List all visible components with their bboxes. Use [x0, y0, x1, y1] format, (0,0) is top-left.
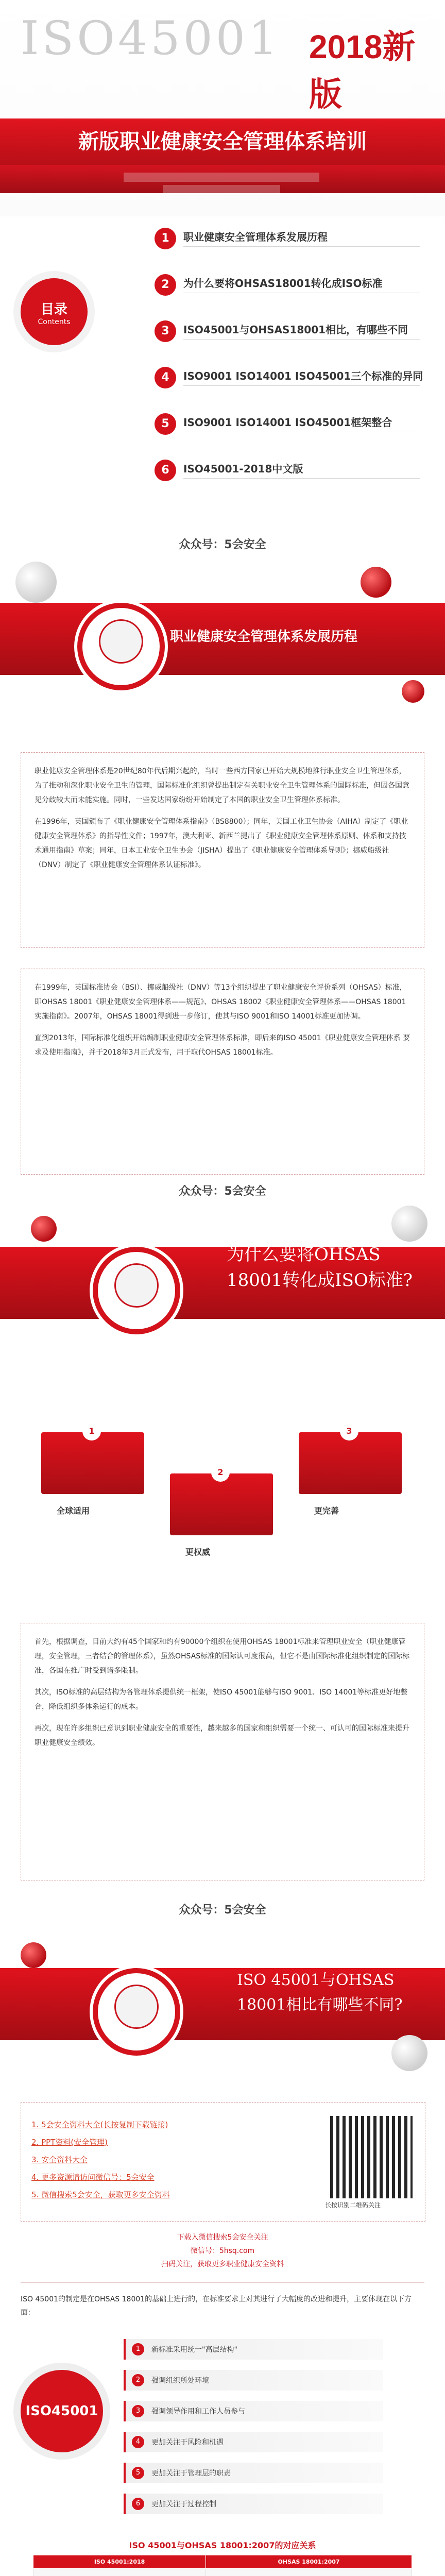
promo-note: 扫码关注，获取更多职业健康安全资料 — [161, 2260, 284, 2268]
reason-card — [170, 1467, 273, 1535]
section-emblem — [77, 1953, 180, 2056]
toc-item-number: 3 — [155, 320, 176, 342]
diff-label: 更加关注于风险和机遇 — [151, 2438, 224, 2447]
reason-number: 1 — [82, 1422, 101, 1440]
paragraph: 在1996年，英国颁布了《职业健康安全管理体系指南》（BS8800）；同年，美国工业卫生协会（AIHA）制定了《职业健康安全管理体系》的指导性文件；1997年，澳大利亚、新西兰提出了《职业健康安全管理体系原则、体系和支持技术通用指南》草案；同年，日本工业安全卫生协会（JISHA）提出了《职业健康安全管理体系导则》；挪威船级社（DNV）制定了《职业健康安全管理体系认证标准》。 — [35, 818, 408, 869]
column-header: OHSAS 18001:2007 — [206, 2555, 412, 2569]
toc-item-number: 1 — [155, 228, 176, 249]
resource-link-label: 5. 微信搜索5会安全，获取更多安全资料 — [31, 2190, 170, 2199]
diff-label: 新标准采用统一"高层结构" — [151, 2346, 237, 2354]
toc-label: 目录 — [40, 302, 67, 317]
toc-item-label: ISO9001 ISO14001 ISO45001三个标准的异同 — [183, 370, 423, 382]
section2-text — [21, 1623, 424, 1880]
toc-item-label: ISO9001 ISO14001 ISO45001框架整合 — [183, 416, 392, 429]
table-row — [33, 2569, 412, 2576]
section2-banner — [0, 1206, 445, 1360]
decor-ball — [402, 680, 424, 703]
section-title — [237, 1968, 403, 2018]
header-big-text: ISO45001 — [21, 11, 281, 65]
reason-number: 2 — [211, 1463, 230, 1482]
account-line: 众众号：5会安全 — [179, 1185, 266, 1198]
toc-item-label: ISO45001与OHSAS18001相比，有哪些不同 — [183, 324, 408, 336]
diff-intro: ISO 45001的制定是在OHSAS 18001的基础上进行的，在标准要求上对其进行了大幅度的改进和提升，主要体现在以下方面： — [21, 2295, 412, 2317]
toc-item-number: 6 — [155, 460, 176, 481]
resource-link-label: 2. PPT资料(安全管理) — [31, 2138, 108, 2147]
diff-item — [124, 2432, 383, 2452]
table-cell — [206, 2569, 412, 2576]
diff-item — [124, 2370, 383, 2391]
paragraph: 再次，现在许多组织已意识到职业健康安全的重要性，越来越多的国家和组织需要一个统一、可认可的国际标准来提升职业健康安全绩效。 — [35, 1724, 409, 1747]
section-emblem — [77, 1231, 180, 1334]
section-title-line: ISO 45001与OHSAS — [237, 1971, 395, 1989]
decor-ball — [21, 1942, 46, 1968]
qr-code-icon[interactable] — [330, 2116, 413, 2198]
section-number: 02 — [77, 1231, 97, 1248]
toc-item[interactable] — [155, 272, 422, 301]
divider — [183, 339, 420, 340]
resource-box — [21, 2102, 425, 2222]
diff-number: 3 — [132, 2405, 144, 2417]
decor-ball — [391, 1206, 427, 1242]
divider — [183, 478, 420, 479]
diff-number: 4 — [132, 2436, 144, 2448]
page-title: 新版职业健康安全管理体系培训 — [78, 130, 367, 153]
section1-text-2 — [21, 969, 424, 1175]
diff-label: 强调组织所处环境 — [151, 2377, 209, 2385]
section-number: 01 — [62, 587, 82, 604]
year-tag: 2018新版 — [309, 28, 416, 113]
reason-card — [41, 1426, 144, 1494]
promo-notes — [0, 2231, 445, 2271]
toc-item-number: 4 — [155, 367, 176, 388]
diff-item — [124, 2463, 383, 2483]
table-cell — [33, 2569, 206, 2576]
decor-ball — [361, 567, 391, 598]
diff-label: 更加关注于过程控制 — [151, 2500, 216, 2509]
diff-item — [124, 2494, 383, 2514]
reason-label: 更权威 — [185, 1547, 211, 1557]
diff-number: 2 — [132, 2374, 144, 2386]
mini-banner-bar — [124, 173, 319, 182]
mini-banner — [124, 157, 319, 204]
diff-item — [124, 2401, 383, 2421]
toc-item-label: ISO45001-2018中文版 — [183, 463, 303, 475]
toc-item-label: 为什么要将OHSAS18001转化成ISO标准 — [183, 277, 383, 290]
iso-badge: ISO45001 — [21, 2370, 103, 2452]
divider — [183, 385, 420, 386]
toc-item[interactable] — [155, 457, 422, 486]
header — [0, 0, 445, 216]
table-title: ISO 45001与OHSAS 18001:2007的对应关系 — [129, 2540, 316, 2550]
table-header-row — [33, 2555, 412, 2569]
section-number: 03 — [77, 1953, 97, 1970]
paragraph: 其次，ISO标准的高层结构为各管理体系提供统一框架，使ISO 45001能够与ISO 9001、ISO 14001等标准更好地整合，降低组织多体系运行的成本。 — [35, 1688, 408, 1711]
promo-note: 下载入微信搜索5会安全关注 — [177, 2233, 268, 2242]
section1-banner — [0, 562, 445, 716]
account-line: 众众号：5会安全 — [179, 538, 266, 551]
section-title-line: 18001转化成ISO标准? — [227, 1270, 413, 1291]
paragraph: 在1999年，英国标准协会（BSI）、挪威船级社（DNV）等13个组织提出了职业健康安全评价系列（OHSAS）标准，即OHSAS 18001《职业健康安全管理体系——规范》、OHSAS 18002《职业健康安全管理体系——OHSAS 18001实施指南》。2007年，OHSAS 18001得到进一步修订，使其与ISO 9001和ISO 14001标准更加协调。 — [35, 984, 407, 1021]
table — [33, 2555, 412, 2576]
toc-item[interactable] — [155, 318, 422, 347]
divider — [183, 246, 420, 247]
diff-number: 1 — [132, 2343, 144, 2355]
decor-ball — [15, 562, 57, 603]
paragraph: 直到2013年，国际标准化组织开始编制职业健康安全管理体系标准，即后来的ISO 45001《职业健康安全管理体系 要求及使用指南》，并于2018年3月正式发布，用于取代OHSAS 18001标准。 — [35, 1034, 410, 1057]
decor-ball — [31, 1216, 57, 1242]
toc-sublabel: Contents — [38, 318, 71, 326]
toc-item[interactable] — [155, 365, 422, 394]
diff-item — [124, 2339, 383, 2360]
reason-card — [299, 1426, 402, 1494]
resource-link-label: 1. 5会安全资料大全(长按复制下载链接) — [31, 2120, 168, 2129]
toc-item-number: 5 — [155, 413, 176, 435]
reason-label: 更完善 — [314, 1506, 339, 1516]
resource-link-label: 3. 安全资料大全 — [31, 2155, 88, 2164]
section-title: 职业健康安全管理体系发展历程 — [170, 629, 358, 645]
section-title-line: 为什么要将OHSAS — [227, 1244, 381, 1265]
emblem-icon — [114, 1985, 159, 2029]
account-line: 众众号：5会安全 — [179, 1904, 266, 1917]
toc-badge — [21, 278, 88, 345]
mini-banner-bar — [163, 185, 280, 194]
paragraph: 职业健康安全管理体系是20世纪80年代后期兴起的，当时一些西方国家已开始大规模地推行职业安全卫生管理体系，为了推动和深化职业安全卫生的管理，国际标准化组织曾提出制定有关职业安全卫生管理体系的国际标准，但因各国意见分歧较大而未能实施。同时，一些发达国家纷纷开始制定了本国的职业安全卫生管理体系标准。 — [35, 767, 409, 804]
section3-banner — [0, 1927, 445, 2081]
resource-link-label: 4. 更多资源请访问微信号：5会安全 — [31, 2173, 155, 2182]
diff-number: 6 — [132, 2498, 144, 2510]
section-emblem — [62, 587, 165, 690]
emblem-icon — [99, 619, 143, 664]
emblem-icon — [114, 1263, 159, 1308]
toc-item[interactable] — [155, 411, 422, 440]
divider — [21, 2282, 424, 2283]
section-title — [227, 1242, 413, 1293]
paragraph: 首先，根据调查，目前大约有45个国家和约有90000个组织在使用OHSAS 18001标准来管理职业安全（职业健康管理，安全管理，三者结合的管理体系），虽然OHSAS标准的国际认可度很高，但它不是由国际标准化组织制定的国际标准，各国在推广时受到诸多限制。 — [35, 1638, 410, 1675]
decor-ball — [391, 2035, 427, 2071]
toc-item[interactable] — [155, 226, 422, 255]
reason-number: 3 — [340, 1422, 358, 1440]
qr-caption: 长按识别二维码关注 — [325, 2201, 381, 2209]
diff-number: 5 — [132, 2467, 144, 2479]
reason-label: 全球适用 — [57, 1506, 90, 1516]
section1-text — [21, 752, 424, 948]
toc-item-number: 2 — [155, 274, 176, 296]
diff-label: 强调领导作用和工作人员参与 — [151, 2408, 245, 2416]
diff-label: 更加关注于管理层的职责 — [151, 2469, 231, 2478]
toc-item-label: 职业健康安全管理体系发展历程 — [183, 231, 328, 243]
toc-side — [0, 216, 124, 526]
comparison-table — [33, 2535, 412, 2576]
promo-note: 微信号：5hsq.com — [190, 2247, 255, 2255]
section-title-line: 18001相比有哪些不同? — [237, 1996, 403, 2014]
column-header: ISO 45001:2018 — [33, 2555, 206, 2569]
